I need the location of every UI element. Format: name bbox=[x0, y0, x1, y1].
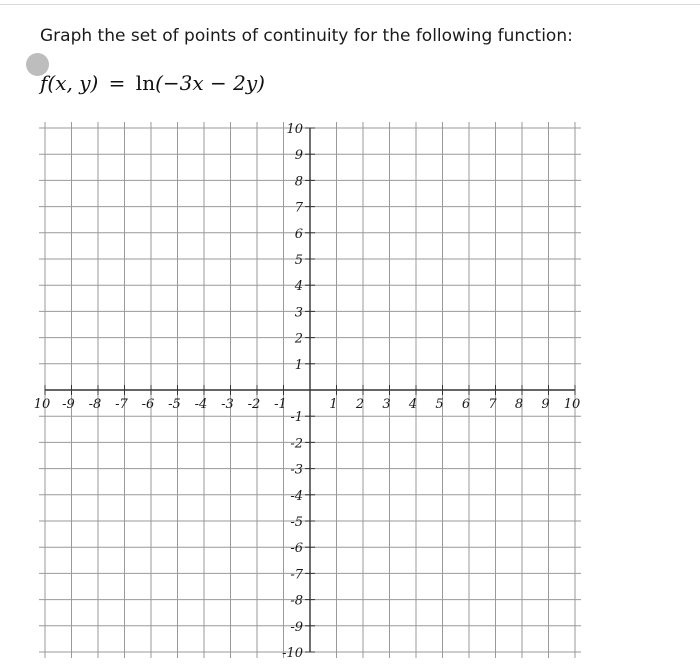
x-tick-label: 6 bbox=[461, 397, 471, 412]
y-tick-label: 9 bbox=[294, 148, 303, 164]
y-tick-label: -1 bbox=[290, 410, 303, 426]
x-tick-label: -8 bbox=[88, 397, 102, 412]
x-tick-label: 1 bbox=[329, 397, 338, 412]
x-tick-label: 10 bbox=[563, 397, 581, 412]
y-tick-label: 10 bbox=[286, 122, 303, 137]
y-tick-label: 8 bbox=[294, 174, 303, 190]
y-tick-label: 4 bbox=[294, 279, 303, 295]
x-tick-label: -6 bbox=[141, 397, 155, 412]
x-tick-label: -9 bbox=[62, 397, 75, 412]
x-tick-label: -4 bbox=[194, 397, 208, 412]
question-prompt: Graph the set of points of continuity for the following function: bbox=[40, 26, 573, 46]
function-lhs: f(x, y) bbox=[40, 71, 99, 95]
y-tick-label: -2 bbox=[290, 436, 303, 452]
y-tick-label: -4 bbox=[290, 488, 303, 504]
x-tick-label: -5 bbox=[168, 397, 181, 412]
x-tick-label: -7 bbox=[115, 397, 128, 412]
y-tick-label: -10 bbox=[282, 646, 303, 661]
y-tick-label: 3 bbox=[294, 305, 303, 321]
y-tick-label: -8 bbox=[290, 593, 303, 609]
x-tick-label: 8 bbox=[514, 397, 524, 412]
y-tick-label: -6 bbox=[290, 541, 303, 557]
x-tick-label: -2 bbox=[247, 397, 261, 412]
y-tick-label: -9 bbox=[290, 619, 303, 635]
function-argument: (−3x − 2y) bbox=[155, 71, 265, 95]
x-tick-label: 2 bbox=[355, 397, 365, 412]
x-tick-label: -1 bbox=[274, 397, 287, 412]
x-tick-label: 3 bbox=[382, 397, 391, 412]
x-tick-label: -3 bbox=[221, 397, 234, 412]
y-tick-label: 5 bbox=[294, 253, 303, 268]
x-tick-label: 9 bbox=[541, 397, 550, 412]
y-tick-label: -3 bbox=[290, 462, 303, 478]
x-tick-label: 5 bbox=[435, 397, 444, 412]
y-tick-label: 7 bbox=[294, 200, 303, 216]
x-tick-label: 4 bbox=[408, 397, 418, 412]
y-tick-label: 1 bbox=[294, 357, 303, 373]
function-equals: = bbox=[108, 71, 126, 95]
y-tick-label: 2 bbox=[294, 331, 303, 347]
x-tick-label: 7 bbox=[488, 397, 497, 412]
function-ln: ln bbox=[135, 71, 156, 95]
y-tick-label: 6 bbox=[294, 226, 303, 242]
y-tick-label: -7 bbox=[290, 567, 303, 583]
y-tick-label: -5 bbox=[290, 515, 303, 530]
x-tick-label: 10 bbox=[33, 397, 51, 412]
